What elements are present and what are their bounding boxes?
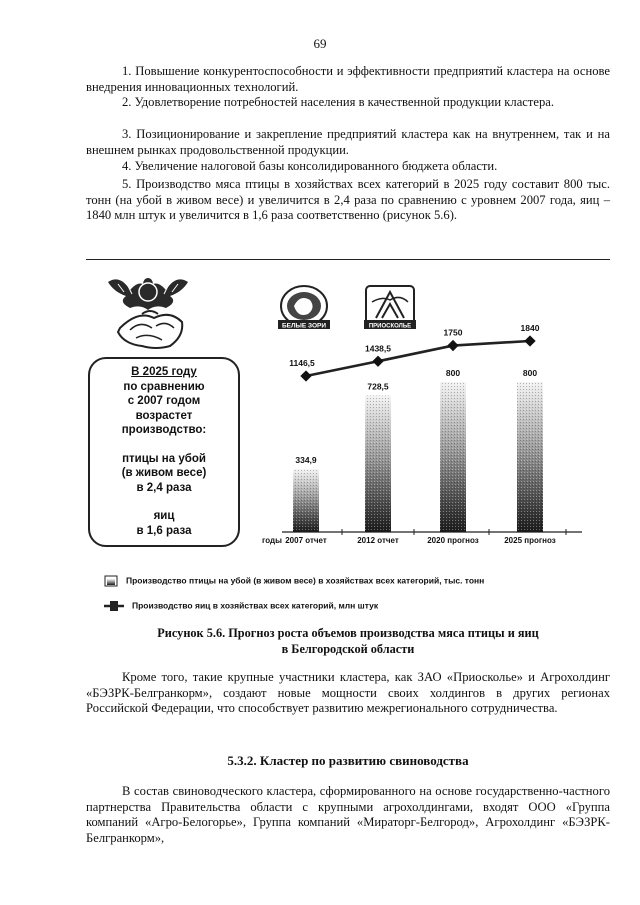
eggs-point: [300, 370, 311, 381]
legend-eggs-label: Производство яиц в хозяйствах всех категорий, млн штук: [132, 600, 379, 611]
eggs-point: [372, 356, 383, 367]
belye-zori-logo-text: БЕЛЫЕ ЗОРИ: [281, 322, 327, 330]
eggs-point-label: 1146,5: [289, 358, 315, 368]
intro-item-2: 2. Удовлетворение потребностей населения в качественной продукции кластера.: [122, 95, 555, 109]
eggs-point: [524, 335, 535, 346]
callout-line-3: возрастет: [135, 409, 193, 422]
callout-line-9: в 1,6 раза: [136, 524, 192, 537]
meat-bar-texture: [365, 395, 391, 532]
legend-meat-label: Производство птицы на убой (в живом весе) в хозяйствах всех категорий, тыс. тонн: [126, 575, 485, 586]
eggs-point-label: 1840: [520, 323, 540, 333]
intro-item-5: 5. Производство мяса птицы в хозяйствах всех категорий в 2025 году составит 800 тыс. тонн (на убой в живом весе) и увеличится в 2,4 раза по сравнению с уровнем 2007 года, яиц – 1840 млн штук и увеличится в 1,6 раза соответственно (рисунок 5.6).: [86, 177, 610, 223]
axis-prefix-label: годы: [262, 536, 282, 545]
prioskolye-logo: [364, 286, 416, 330]
legend-item-eggs: [104, 600, 378, 612]
eggs-point-label: 1438,5: [365, 343, 391, 354]
eggs-point-label: 1750: [443, 327, 463, 338]
figure-caption-line-2: в Белгородской области: [281, 641, 415, 656]
legend-item-meat: [104, 575, 484, 587]
meat-bar-label: 800: [522, 368, 538, 378]
page-number: 69: [313, 36, 327, 51]
callout-line-6: (в живом весе): [121, 467, 207, 479]
callout-line-5: птицы на убой: [122, 452, 206, 465]
meat-bar-label: 334,9: [295, 455, 317, 466]
intro-item-3: 3. Позиционирование и закрепление предприятий кластера как на внутреннем, так и на внешнем рынках продовольственной продукции.: [86, 127, 610, 157]
figure-caption: [86, 626, 610, 657]
meat-bar-label: 728,5: [367, 381, 389, 392]
callout-title: В 2025 году: [131, 366, 197, 378]
legend-bar-swatch: [104, 575, 118, 587]
meat-bar-texture: [517, 382, 543, 532]
region-emblem-icon: [108, 278, 188, 348]
meat-bar-label: 800: [445, 368, 461, 378]
x-tick-label: 2007 отчет: [285, 536, 327, 545]
prioskolye-logo-text: ПРИОСКОЛЬЕ: [368, 323, 412, 330]
eggs-point: [447, 340, 458, 351]
callout-line-2: с 2007 годом: [127, 395, 201, 407]
figure-caption-line-1: Рисунок 5.6. Прогноз роста объемов производства мяса птицы и яиц: [157, 626, 539, 640]
callout-line-4: производство:: [121, 424, 207, 436]
legend-line-swatch: [104, 600, 124, 612]
x-tick-label: 2020 прогноз: [427, 536, 479, 545]
paragraph-after-figure: Кроме того, такие крупные участники кластера, как ЗАО «Приосколье» и Агрохолдинг «БЭЗРК-Белгранкорм», создают новые мощности своих холдингов в других регионах Российской Федерации, что способствует развитию межрегионального сотрудничества.: [86, 670, 610, 716]
intro-item-4: 4. Увеличение налоговой базы консолидированного бюджета области.: [122, 159, 498, 173]
callout-line-8: яиц: [153, 510, 175, 522]
summary-callout: [88, 357, 240, 547]
section-heading: 5.3.2. Кластер по развитию свиноводства: [227, 753, 469, 768]
intro-item-1: 1. Повышение конкурентоспособности и эффективности предприятий кластера на основе внедрения инновационных технологий.: [86, 64, 610, 94]
eggs-line: [306, 341, 530, 376]
callout-line-7: в 2,4 раза: [136, 481, 192, 494]
x-tick-label: 2025 прогноз: [504, 536, 556, 545]
belye-zori-logo: [278, 286, 330, 330]
paragraph-pig-cluster: В состав свиноводческого кластера, сформированного на основе государственно-частного партнерства Правительства области с крупными агрохолдингами, входят ООО «Группа компаний «Агро-Белогорье», Группа компаний «Мираторг-Белгород», Агрохолдинг «БЭЗРК-Белгранкорм»,: [86, 784, 610, 845]
meat-bar-texture: [293, 469, 319, 532]
x-tick-label: 2012 отчет: [357, 536, 399, 545]
figure-top-rule: [86, 259, 610, 260]
callout-line-1: по сравнению: [123, 380, 205, 393]
meat-bar-texture: [440, 382, 466, 532]
